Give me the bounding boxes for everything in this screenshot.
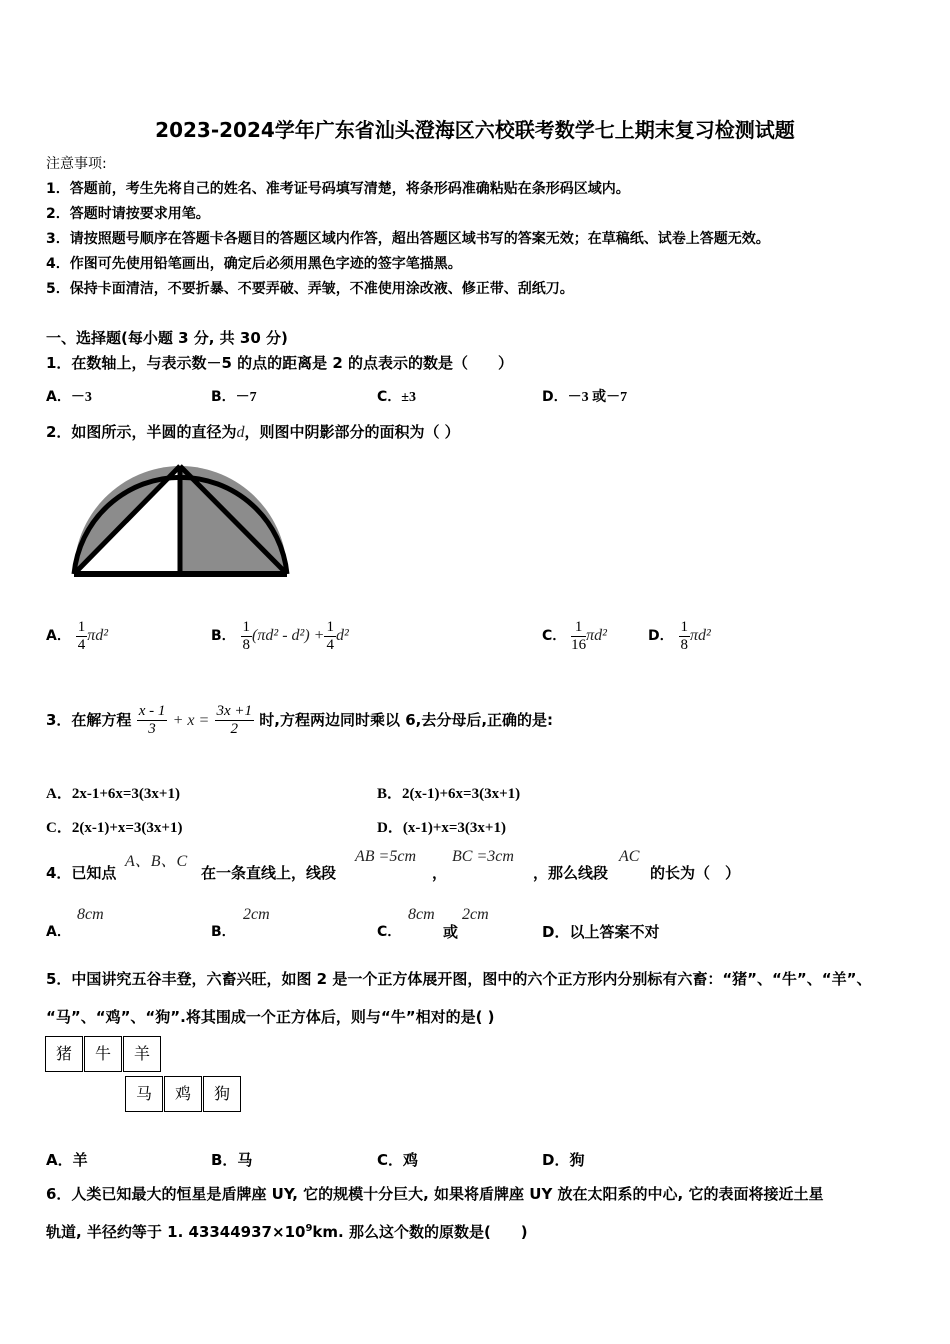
option-a-label: A． [46,924,71,940]
segment-bc: BC =3cm [452,848,514,865]
question-stem-end: 的长为（ ） [650,864,741,882]
section-heading: 一、选择题(每小题 3 分, 共 30 分) [46,329,288,347]
option-d: D．以上答案不对 [542,923,660,941]
cube-face: 狗 [203,1076,241,1112]
option-b: B． $\frac{1}{8}$ (πd² - d²) + $\frac{1}{4}$ d² [211,618,349,653]
cube-net [45,1036,245,1116]
option-c-value-1: 8cm [408,906,435,923]
question-stem: 5．中国讲究五谷丰登，六畜兴旺，如图 2 是一个正方体展开图，图中的六个正方形内分别标有六畜：“猪”、“牛”、“羊”、 [46,970,872,988]
option-c: C．鸡 [377,1151,419,1169]
option-b-label: B． [211,924,236,940]
option-d: D．－3 或－7 [542,389,628,405]
notice-heading: 注意事项: [46,156,107,172]
option-c: C．2(x-1)+x=3(3x+1) [46,820,183,836]
option-c: C．±3 [377,389,416,405]
option-d: D．狗 [542,1151,585,1169]
notice-item: 1．答题前，考生先将自己的姓名、准考证号码填写清楚，将条形码准确粘贴在条形码区域内。 [46,181,630,197]
option-a: A．羊 [46,1151,88,1169]
question-stem-line2: “马”、“鸡”、“狗”.将其围成一个正方体后，则与“牛”相对的是( ) [46,1008,495,1026]
option-c-label: C． [377,924,402,940]
cube-face: 鸡 [164,1076,202,1112]
segment-ab: AB =5cm [355,848,416,865]
cube-face: 牛 [84,1036,122,1072]
segment-ac: AC [619,848,640,865]
option-a: A．－3 [46,389,92,405]
notice-item: 2．答题时请按要求用笔。 [46,206,210,222]
question-stem-start: 4．已知点 [46,864,117,882]
question-stem: 3．在解方程 $\frac{x - 1}{3}$ + x = $\frac{3x +1}{2}$ 时,方程两边同时乘以 6,去分母后,正确的是: [46,703,554,737]
notice-item: 5．保持卡面清洁，不要折暴、不要弄破、弄皱，不准使用涂改液、修正带、刮纸刀。 [46,281,574,297]
points-label: A、B、C [125,853,188,870]
option-b: B．2(x-1)+6x=3(3x+1) [377,786,521,802]
option-b: B．－7 [211,389,257,405]
cube-face: 羊 [123,1036,161,1072]
question-stem: 1．在数轴上，与表示数－5 的点的距离是 2 的点表示的数是（ ） [46,354,513,372]
option-b-value: 2cm [243,906,270,923]
option-d: D．(x-1)+x=3(3x+1) [377,820,506,836]
option-b: B．马 [211,1151,253,1169]
question-stem: 2．如图所示，半圆的直径为d，则图中阴影部分的面积为（ ） [46,423,460,441]
option-d: D． $\frac{1}{8}$ πd² [648,618,711,653]
page-title: 2023-2024学年广东省汕头澄海区六校联考数学七上期末复习检测试题 [155,118,795,142]
option-c-value-2: 2cm [462,906,489,923]
question-stem: 6．人类已知最大的恒星是盾牌座 UY, 它的规模十分巨大, 如果将盾牌座 UY 放在太阳系的中心, 它的表面将接近土星 [46,1185,824,1203]
option-c-or: 或 [443,923,459,941]
option-a: A． $\frac{1}{4}$ πd² [46,618,109,653]
semicircle-figure [68,458,294,582]
comma: ， [432,864,448,882]
question-stem-mid: 在一条直线上，线段 [201,864,337,882]
question-stem-line2: 轨道, 半径约等于 1. $43344937\times 10^9km$. 那么这个数的原数是( ) [46,1223,528,1241]
cube-face: 马 [125,1076,163,1112]
option-a-value: 8cm [77,906,104,923]
option-c: C． $\frac{1}{16}$ πd² [542,618,607,653]
notice-item: 4．作图可先使用铅笔画出，确定后必须用黑色字迹的签字笔描黑。 [46,256,462,272]
option-a: A．2x-1+6x=3(3x+1) [46,786,180,802]
question-stem-mid2: ，那么线段 [533,864,609,882]
cube-face: 猪 [45,1036,83,1072]
notice-item: 3．请按照题号顺序在答题卡各题目的答题区域内作答，超出答题区域书写的答案无效；在草稿纸、试卷上答题无效。 [46,231,770,247]
